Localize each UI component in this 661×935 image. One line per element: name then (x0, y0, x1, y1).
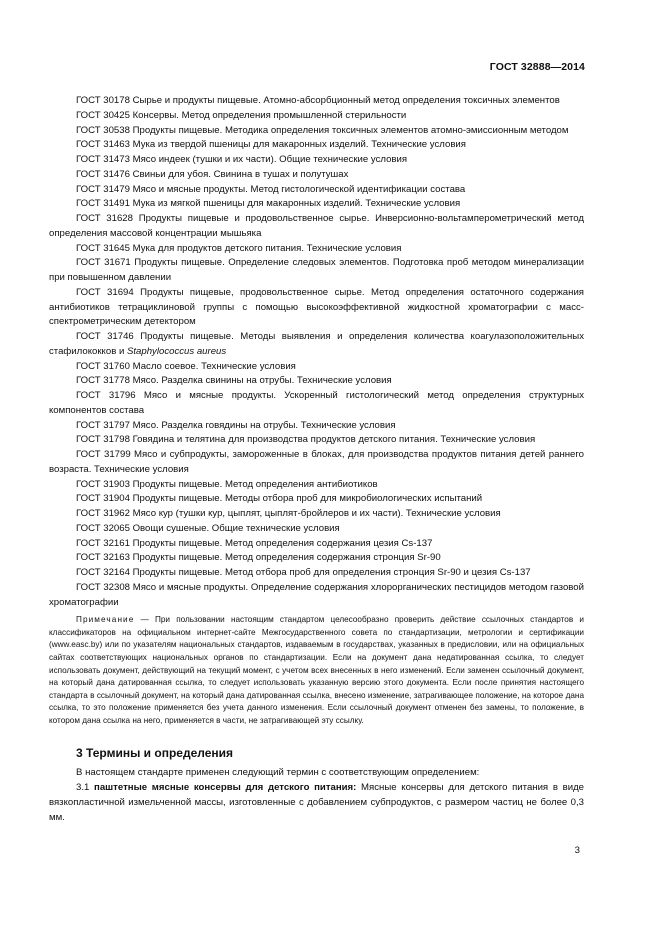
term-definition (49, 781, 584, 825)
ref-item: ГОСТ 32161 Продукты пищевые. Метод определения содержания цезия Cs-137 (76, 537, 433, 549)
ref-item: ГОСТ 31473 Мясо индеек (тушки и их части). Общие технические условия (76, 154, 408, 165)
ref-item: ГОСТ 32163 Продукты пищевые. Метод определения содержания стронция Sr-90 (76, 552, 441, 564)
ref-item: ГОСТ 31798 Говядина и телятина для производства продуктов детского питания. Технические условия (76, 434, 536, 446)
note-label: Примечание (76, 615, 135, 625)
ref-item: ГОСТ 30425 Консервы. Метод определения промышленной стерильности (76, 109, 407, 121)
ref-item-31746 (49, 330, 584, 360)
document-body (49, 94, 584, 825)
section-intro: В настоящем стандарте применен следующий термин с соответствующим определением: (76, 767, 480, 779)
term-number: 3.1 (76, 782, 95, 794)
ref-item: ГОСТ 31799 Мясо и субпродукты, замороженные в блоках, для производства продуктов питания детей раннего возраста. Технические условия (49, 449, 584, 475)
ref-item: ГОСТ 31628 Продукты пищевые и продовольственное сырье. Инверсионно-вольтамперометрический метод определения массовой концентрации мышьяка (49, 213, 584, 239)
document-id-header: ГОСТ 32888—2014 (489, 61, 585, 73)
note-paragraph (49, 614, 584, 727)
section-heading: 3 Термины и определения (76, 745, 234, 760)
term-name: паштетные мясные консервы для детского питания: (94, 782, 357, 794)
ref-item: ГОСТ 31903 Продукты пищевые. Метод определения антибиотиков (76, 478, 378, 490)
ref-item: ГОСТ 31796 Мясо и мясные продукты. Ускоренный гистологический метод определения структурных компонентов состава (49, 390, 584, 416)
ref-item: ГОСТ 31760 Масло соевое. Технические условия (76, 360, 296, 372)
ref-item: ГОСТ 32065 Овощи сушеные. Общие технические условия (76, 522, 340, 534)
ref-item: ГОСТ 31904 Продукты пищевые. Методы отбора проб для микробиологических испытаний (76, 493, 483, 505)
ref-item: ГОСТ 31463 Мука из твердой пшеницы для макаронных изделий. Технические условия (76, 139, 466, 151)
ref-item: ГОСТ 30538 Продукты пищевые. Методика определения токсичных элементов атомно-эмиссионным методом (76, 124, 569, 136)
ref-item: ГОСТ 31645 Мука для продуктов детского питания. Технические условия (76, 242, 402, 254)
term-definition-text: Мясные консервы для детского питания в виде вязкопластичной измельченной массы, изготовленные с добавлением субпродуктов, с размером частиц не более 0,3 мм. (49, 782, 585, 823)
ref-item: ГОСТ 31778 Мясо. Разделка свинины на отрубы. Технические условия (76, 375, 392, 387)
ref-item: ГОСТ 32308 Мясо и мясные продукты. Определение содержания хлорорганических пестицидов методом газовой хроматографии (49, 581, 584, 608)
ref-item: ГОСТ 31491 Мука из мягкой пшеницы для макаронных изделий. Технические условия (76, 198, 461, 210)
ref-item: ГОСТ 31797 Мясо. Разделка говядины на отрубы. Технические условия (76, 419, 396, 431)
ref-item: ГОСТ 31479 Мясо и мясные продукты. Метод гистологической идентификации состава (76, 183, 466, 195)
page-number: 3 (574, 845, 580, 856)
note-dash: — (134, 615, 155, 625)
ref-item: ГОСТ 30178 Сырье и продукты пищевые. Атомно-абсорбционный метод определения токсичных элементов (76, 95, 560, 106)
note-text: При пользовании настоящим стандартом целесообразно проверить действие ссылочных стандартов и классификаторов на официальном интернет-сайте Межгосударственного совета по стандартизации, метрологии и сертификации (www.easc.by) или по указателям национальных стандартов, издаваемым в государствах, указанных в предисловии, или на официальных сайтах соответствующих национальных органов по стандартизации. Если на документ дана недатированная ссылка, то следует использовать документ, действующий на текущий момент, с учетом всех внесенных в него изменений. Если заменен ссылочный документ, на который дана датированная ссылка, то следует использовать указанную версию этого документа. Если после принятия настоящего стандарта в ссылочный документ, на который дана датированная ссылка, внесено изменение, затрагивающее положение, на которое дана ссылка, то это положение применяется без учета данного изменения. Если ссылочный документ отменен без замены, то положение, в котором дана ссылка на него, применяется в части, не затрагивающей эту ссылку. (49, 615, 584, 725)
ref-item: ГОСТ 31671 Продукты пищевые. Определение следовых элементов. Подготовка проб методом минерализации при повышенном давлении (49, 257, 584, 283)
ref-item: ГОСТ 31694 Продукты пищевые, продовольственное сырье. Метод определения остаточного содержания антибиотиков тетрациклиновой группы с помощью высокоэффективной жидкостной хроматографии с масс-спектрометрическим детектором (49, 286, 584, 328)
ref-text: ГОСТ 31746 Продукты пищевые. Методы выявления и определения количества коагулазоположительных стафилококков и (49, 331, 584, 357)
ref-item: ГОСТ 31476 Свиньи для убоя. Свинина в тушах и полутушах (76, 168, 349, 180)
ref-item: ГОСТ 32164 Продукты пищевые. Метод отбора проб для определения стронция Sr-90 и цезия Cs-137 (76, 567, 531, 578)
ref-italic-species: Staphylococcus aureus (126, 345, 227, 357)
ref-item: ГОСТ 31962 Мясо кур (тушки кур, цыплят, цыплят-бройлеров и их части). Технические условия (76, 508, 501, 519)
